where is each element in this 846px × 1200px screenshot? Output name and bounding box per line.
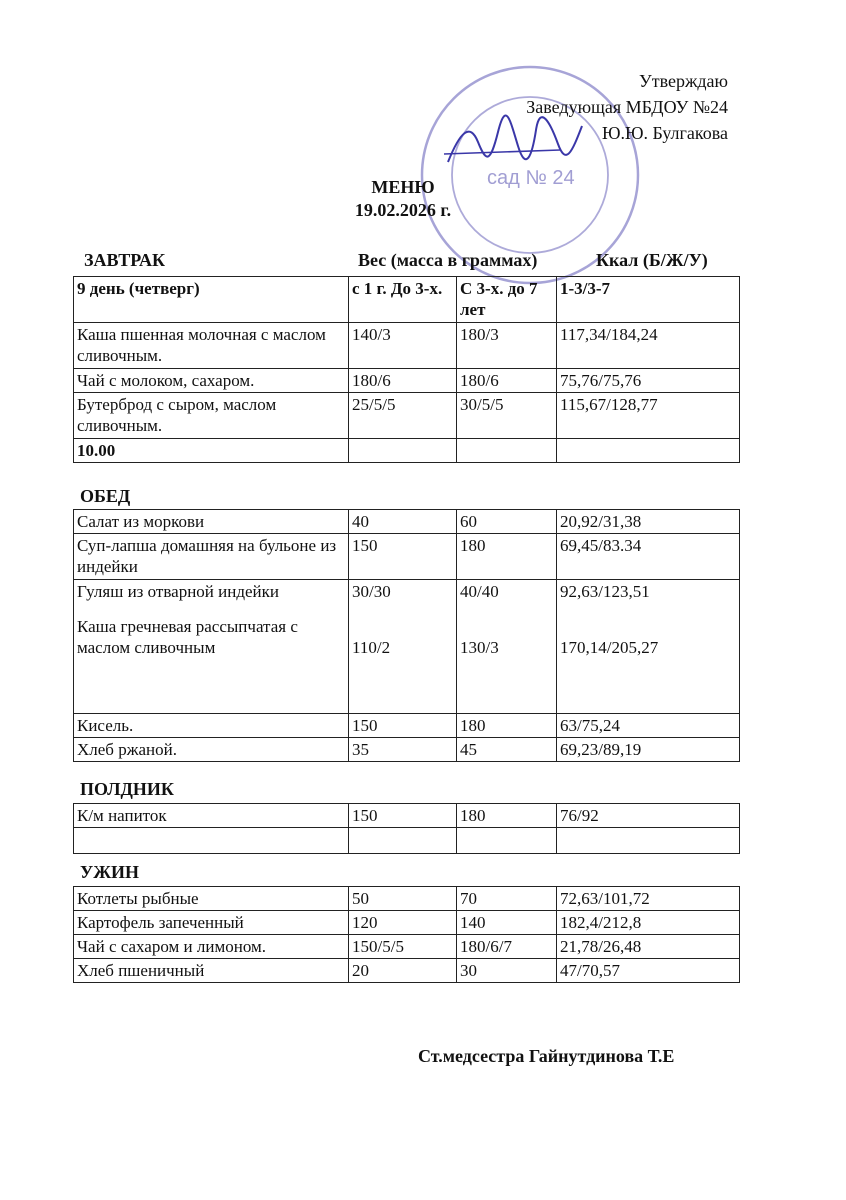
table-cell xyxy=(557,828,740,854)
table-cell: Котлеты рыбные xyxy=(74,887,349,911)
table-cell xyxy=(74,580,349,714)
breakfast-label: ЗАВТРАК xyxy=(84,250,166,270)
kcal-header: Ккал (Б/Ж/У) xyxy=(596,250,708,270)
table-cell: 180/6 xyxy=(457,369,557,393)
table-cell xyxy=(74,828,349,854)
approval-line: Утверждаю xyxy=(638,71,728,91)
table-cell: Чай с сахаром и лимоном. xyxy=(74,935,349,959)
table-row xyxy=(74,393,740,439)
table-cell: 120 xyxy=(349,911,457,935)
table-row xyxy=(74,439,740,463)
table-row xyxy=(74,959,740,983)
table-cell: Салат из моркови xyxy=(74,510,349,534)
approval-position: Заведующая МБДОУ №24 xyxy=(526,97,728,117)
dish-weight: 110/2 xyxy=(352,638,391,657)
table-cell: 72,63/101,72 xyxy=(557,887,740,911)
table-cell: Хлеб ржаной. xyxy=(74,738,349,762)
table-cell: 20 xyxy=(349,959,457,983)
weight-header: Вес (масса в граммах) xyxy=(358,250,538,270)
table-cell: 45 xyxy=(457,738,557,762)
table-cell: Каша пшенная молочная с маслом сливочным. xyxy=(74,323,349,369)
table-cell: 180 xyxy=(457,804,557,828)
table-cell: 117,34/184,24 xyxy=(557,323,740,369)
table-cell: Бутерброд с сыром, маслом сливочным. xyxy=(74,393,349,439)
dish-weight: 130/3 xyxy=(460,638,499,657)
table-cell: 69,45/83.34 xyxy=(557,534,740,580)
table-cell: 47/70,57 xyxy=(557,959,740,983)
table-cell: 70 xyxy=(457,887,557,911)
table-cell: с 1 г. До 3-х. xyxy=(349,277,457,323)
table-cell: 69,23/89,19 xyxy=(557,738,740,762)
table-cell: 180/6/7 xyxy=(457,935,557,959)
table-row xyxy=(74,828,740,854)
table-cell: Картофель запеченный xyxy=(74,911,349,935)
table-cell: 140/3 xyxy=(349,323,457,369)
table-cell: 115,67/128,77 xyxy=(557,393,740,439)
table-cell xyxy=(457,580,557,714)
lunch-table xyxy=(73,509,740,762)
table-cell: 50 xyxy=(349,887,457,911)
dish-name: Каша гречневая рассыпчатая с маслом сливочным xyxy=(77,617,298,657)
table-cell xyxy=(557,580,740,714)
approval-name: Ю.Ю. Булгакова xyxy=(601,123,728,143)
table-cell: 150 xyxy=(349,804,457,828)
table-row xyxy=(74,323,740,369)
menu-date: 19.02.2026 г. xyxy=(354,200,452,220)
table-cell: 180/3 xyxy=(457,323,557,369)
table-cell: 1-3/3-7 xyxy=(557,277,740,323)
nurse-signature-line: Ст.медсестра Гайнутдинова Т.Е xyxy=(418,1046,675,1066)
table-cell: Чай с молоком, сахаром. xyxy=(74,369,349,393)
table-cell: 150 xyxy=(349,534,457,580)
table-cell: 30/5/5 xyxy=(457,393,557,439)
table-row xyxy=(74,804,740,828)
dinner-label: УЖИН xyxy=(80,862,140,882)
table-cell: Хлеб пшеничный xyxy=(74,959,349,983)
table-cell xyxy=(349,580,457,714)
table-cell: 180 xyxy=(457,534,557,580)
table-cell: 60 xyxy=(457,510,557,534)
snack-label: ПОЛДНИК xyxy=(80,779,174,799)
table-cell: 140 xyxy=(457,911,557,935)
dinner-table xyxy=(73,886,740,983)
table-row xyxy=(74,534,740,580)
table-row xyxy=(74,935,740,959)
table-cell: 10.00 xyxy=(74,439,349,463)
table-cell: К/м напиток xyxy=(74,804,349,828)
table-row xyxy=(74,887,740,911)
table-row xyxy=(74,738,740,762)
table-cell: Суп-лапша домашняя на бульоне из индейки xyxy=(74,534,349,580)
table-cell: 150 xyxy=(349,714,457,738)
dish-name: Гуляш из отварной индейки xyxy=(77,582,279,601)
table-cell: 25/5/5 xyxy=(349,393,457,439)
table-cell: 20,92/31,38 xyxy=(557,510,740,534)
table-row xyxy=(74,580,740,714)
column-headers xyxy=(78,250,740,274)
table-cell xyxy=(349,828,457,854)
table-cell: 180 xyxy=(457,714,557,738)
dish-weight: 40/40 xyxy=(460,582,499,601)
table-cell: 9 день (четверг) xyxy=(74,277,349,323)
table-cell xyxy=(457,828,557,854)
dish-kcal: 92,63/123,51 xyxy=(560,582,650,601)
table-cell: 150/5/5 xyxy=(349,935,457,959)
table-cell: 63/75,24 xyxy=(557,714,740,738)
page-title: МЕНЮ xyxy=(371,177,435,197)
table-cell xyxy=(557,439,740,463)
stamp-text: сад № 24 xyxy=(487,167,575,189)
table-cell: 182,4/212,8 xyxy=(557,911,740,935)
table-cell: 180/6 xyxy=(349,369,457,393)
dish-weight: 30/30 xyxy=(352,582,391,601)
table-row xyxy=(74,911,740,935)
table-cell: 35 xyxy=(349,738,457,762)
table-cell xyxy=(457,439,557,463)
table-cell: Кисель. xyxy=(74,714,349,738)
table-cell: 21,78/26,48 xyxy=(557,935,740,959)
table-cell: 76/92 xyxy=(557,804,740,828)
table-cell xyxy=(349,439,457,463)
snack-table xyxy=(73,803,740,854)
dish-kcal: 170,14/205,27 xyxy=(560,638,659,657)
table-cell: 75,76/75,76 xyxy=(557,369,740,393)
breakfast-table xyxy=(73,276,740,463)
table-row xyxy=(74,369,740,393)
table-row xyxy=(74,510,740,534)
table-row xyxy=(74,714,740,738)
table-cell: 40 xyxy=(349,510,457,534)
table-cell: С 3-х. до 7 лет xyxy=(457,277,557,323)
table-row xyxy=(74,277,740,323)
lunch-label: ОБЕД xyxy=(80,486,131,506)
table-cell: 30 xyxy=(457,959,557,983)
approval-block xyxy=(526,68,728,146)
